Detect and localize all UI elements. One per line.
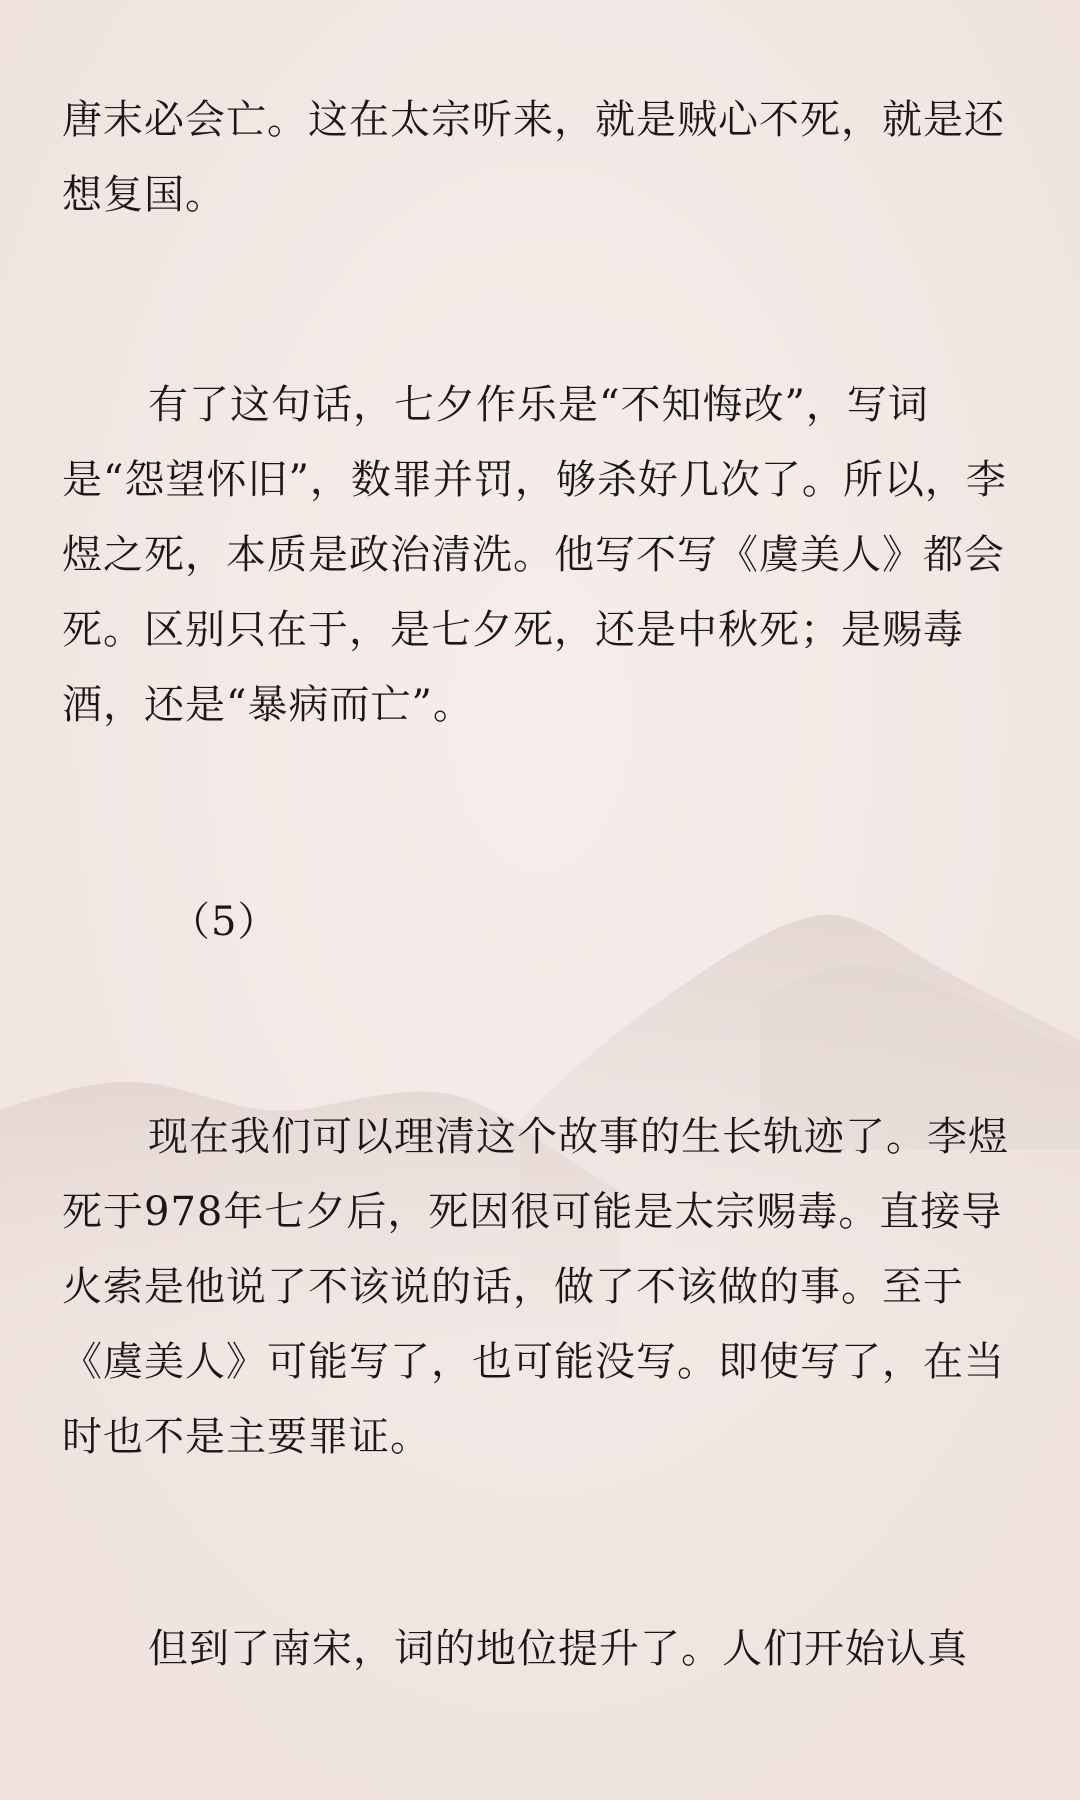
paragraph-2: 有了这句话，七夕作乐是“不知悔改”，写词是“怨望怀旧”，数罪并罚，够杀好几次了。所以，李煜之死，本质是政治清洗。他写不写《虞美人》都会死。区别只在于，是七夕死，还是中秋死；是赐毒酒，还是“暴病而亡”。 (62, 382, 1007, 728)
paragraph-1: 唐末必会亡。这在太宗听来，就是贼心不死，就是还想复国。 (62, 97, 1005, 218)
section-heading: （5） (170, 899, 279, 945)
paragraph-4: 但到了南宋，词的地位提升了。人们开始认真 (148, 1626, 968, 1672)
paragraph-3: 现在我们可以理清这个故事的生长轨迹了。李煜死于978年七夕后，死因很可能是太宗赐毒。直接导火索是他说了不该说的话，做了不该做的事。至于《虞美人》可能写了，也可能没写。即使写了，在当时也不是主要罪证。 (62, 1114, 1009, 1460)
